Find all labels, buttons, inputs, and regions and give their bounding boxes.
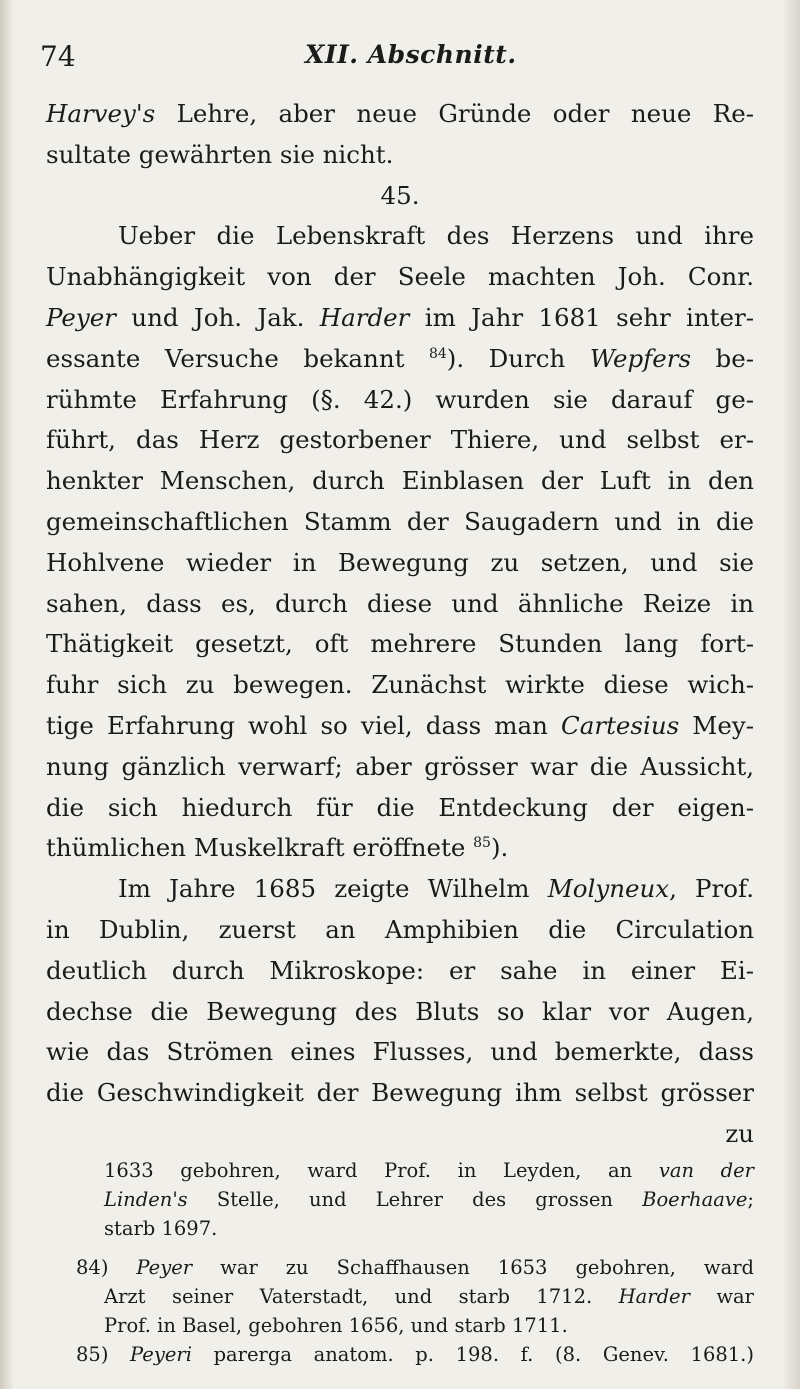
name-cartesius: Cartesius	[561, 710, 680, 740]
page-header	[40, 40, 760, 90]
footnotes	[76, 1156, 754, 1369]
page-shadow-left	[0, 0, 14, 1389]
text-span: ). Durch	[446, 343, 590, 373]
page-number: 74	[40, 40, 76, 73]
text-span: Mey-	[679, 710, 754, 740]
name-harvey: Harvey's	[46, 99, 156, 128]
text-line	[46, 298, 754, 339]
text-line	[46, 706, 754, 747]
footnote-line: starb 1697.	[104, 1217, 218, 1240]
section-number: 45.	[380, 180, 420, 210]
text-line: deutlich durch Mikroskope: er sahe in einer Ei-	[46, 955, 754, 985]
text-line: nung gänzlich verwarf; aber grösser war die Aussicht,	[46, 751, 754, 781]
text-line: die sich hiedurch für die Entdeckung der eigen-	[46, 792, 754, 822]
text-line	[46, 94, 754, 135]
text-line: die Geschwindigkeit der Bewegung ihm selbst grösser	[46, 1078, 754, 1108]
text-line: henkter Menschen, durch Einblasen der Luft in den	[46, 466, 754, 496]
footnote-ref-85: 85	[473, 835, 491, 852]
text-span: be-	[691, 343, 755, 373]
text-span: ;	[747, 1188, 754, 1211]
text-span: parerga anatom. p. 198. f. (8. Genev. 1681.)	[191, 1343, 754, 1366]
text-line: Thätigkeit gesetzt, oft mehrere Stunden lang fort-	[46, 629, 754, 659]
text-line	[46, 828, 754, 869]
text-line: fuhr sich zu bewegen. Zunächst wirkte diese wich-	[46, 670, 754, 700]
footnote-marker: 84)	[76, 1256, 109, 1279]
page-shadow-right	[782, 0, 800, 1389]
text-span: essante Versuche bekannt	[46, 343, 429, 373]
name-peyeri: Peyeri	[108, 1343, 192, 1366]
text-span: 1633 gebohren, ward Prof. in Leyden, an	[104, 1159, 659, 1182]
text-line: in Dublin, zuerst an Amphibien die Circulation	[46, 914, 754, 944]
text-line: führt, das Herz gestorbener Thiere, und selbst er-	[46, 425, 754, 455]
name-peyer: Peyer	[108, 1256, 193, 1279]
text-span: war	[689, 1285, 754, 1308]
text-span: tige Erfahrung wohl so viel, dass man	[46, 710, 562, 740]
text-span: ).	[490, 833, 509, 863]
text-span: thümlichen Muskelkraft eröffnete	[46, 833, 474, 863]
name-wepfer: Wepfers	[589, 343, 692, 373]
footnote-ref-84: 84	[428, 345, 447, 362]
text-line: rühmte Erfahrung (§. 42.) wurden sie darauf ge-	[46, 384, 754, 414]
footnote-marker: 85)	[76, 1343, 109, 1366]
text-line: wie das Strömen eines Flusses, und bemerkte, dass	[46, 1037, 754, 1067]
text-line: Hohlvene wieder in Bewegung zu setzen, und sie	[46, 547, 754, 577]
footnote-line	[76, 1185, 754, 1214]
name-peyer: Peyer	[46, 302, 116, 332]
footnote-line	[76, 1156, 754, 1185]
footnote-85	[76, 1340, 754, 1369]
footnote-line: Prof. in Basel, gebohren 1656, und starb 1711.	[104, 1314, 568, 1337]
text-line: Unabhängigkeit von der Seele machten Joh. Conr.	[46, 262, 754, 292]
footnote-line	[76, 1282, 754, 1311]
text-line: Ueber die Lebenskraft des Herzens und ihre	[118, 221, 754, 251]
text-span: und Joh. Jak.	[115, 302, 320, 332]
name-harder: Harder	[319, 302, 410, 332]
text-span: Arzt seiner Vaterstadt, und starb 1712.	[104, 1285, 619, 1308]
name-boerhaave: Boerhaave	[642, 1188, 748, 1211]
footnote-gap	[76, 1243, 754, 1253]
name-molyneux: Molyneux	[547, 874, 670, 904]
name-van-der-linden: van der	[658, 1159, 754, 1182]
text-line	[46, 339, 754, 380]
footnote-84	[76, 1253, 754, 1282]
text-span: Im Jahre 1685 zeigte Wilhelm	[118, 874, 548, 904]
text-span: Stelle, und Lehrer des grossen	[187, 1188, 643, 1211]
text-line: sultate gewährten sie nicht.	[46, 139, 394, 169]
catchword: zu	[725, 1118, 754, 1148]
text-span: , Prof.	[669, 874, 754, 904]
text-span: Lehre, aber neue Gründe oder neue Re-	[155, 99, 754, 128]
text-line: dechse die Bewegung des Bluts so klar vor Augen,	[46, 996, 754, 1026]
text-span: war zu Schaffhausen 1653 gebohren, ward	[192, 1256, 754, 1279]
running-head: XII. Abschnitt.	[305, 40, 517, 69]
name-linden: Linden's	[104, 1188, 188, 1211]
text-span: im Jahr 1681 sehr inter-	[409, 302, 754, 332]
text-line	[46, 869, 754, 910]
text-line: gemeinschaftlichen Stamm der Saugadern und in die	[46, 506, 754, 536]
text-line: sahen, dass es, durch diese und ähnliche Reize in	[46, 588, 754, 618]
name-harder: Harder	[618, 1285, 690, 1308]
main-text	[46, 94, 754, 1155]
